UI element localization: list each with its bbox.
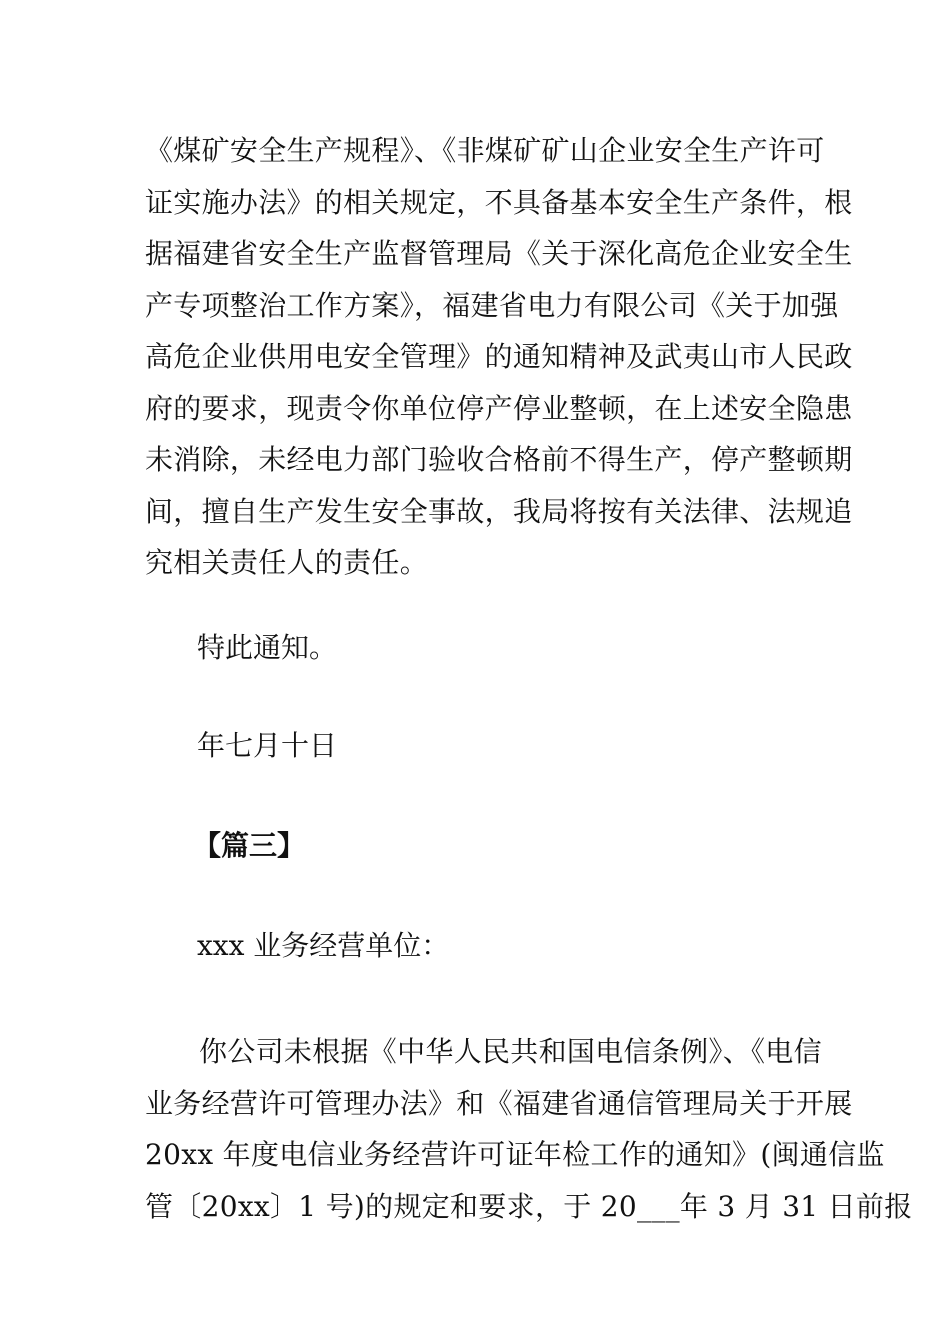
body-paragraph-2 <box>145 1026 913 1232</box>
text-line: 府的要求，现责令你单位停产停业整顿，在上述安全隐患 <box>145 391 853 425</box>
text-line: 间，擅自生产发生安全事故，我局将按有关法律、法规追 <box>145 494 853 528</box>
text-line: 究相关责任人的责任。 <box>145 546 429 579</box>
section-heading: 【篇三】 <box>193 829 306 862</box>
text-line: 你公司未根据《中华人民共和国电信条例》、《电信 <box>199 1035 822 1068</box>
text-line: 20xx 年度电信业务经营许可证年检工作的通知》(闽通信监 <box>145 1138 885 1171</box>
text-line: 据福建省安全生产监督管理局《关于深化高危企业安全生 <box>145 237 853 270</box>
text-line: 产专项整治工作方案》，福建省电力有限公司《关于加强 <box>145 288 839 322</box>
notice-closing: 特此通知。 <box>197 631 338 664</box>
text-line: 业务经营许可管理办法》和《福建省通信管理局关于开展 <box>145 1086 853 1120</box>
addressee-line: xxx 业务经营单位： <box>197 929 450 962</box>
text-line: 证实施办法》的相关规定，不具备基本安全生产条件，根 <box>145 185 853 219</box>
body-paragraph-1 <box>145 125 853 589</box>
text-line: 高危企业供用电安全管理》的通知精神及武夷山市人民政 <box>145 340 853 373</box>
text-line: 未消除，未经电力部门验收合格前不得生产，停产整顿期 <box>145 443 853 476</box>
date-line: 年七月十日 <box>197 729 338 762</box>
text-line: 《煤矿安全生产规程》、《非煤矿矿山企业安全生产许可 <box>145 134 825 167</box>
text-line: 管〔20xx〕1 号)的规定和要求，于 20___年 3 月 31 日前报 <box>145 1189 913 1223</box>
